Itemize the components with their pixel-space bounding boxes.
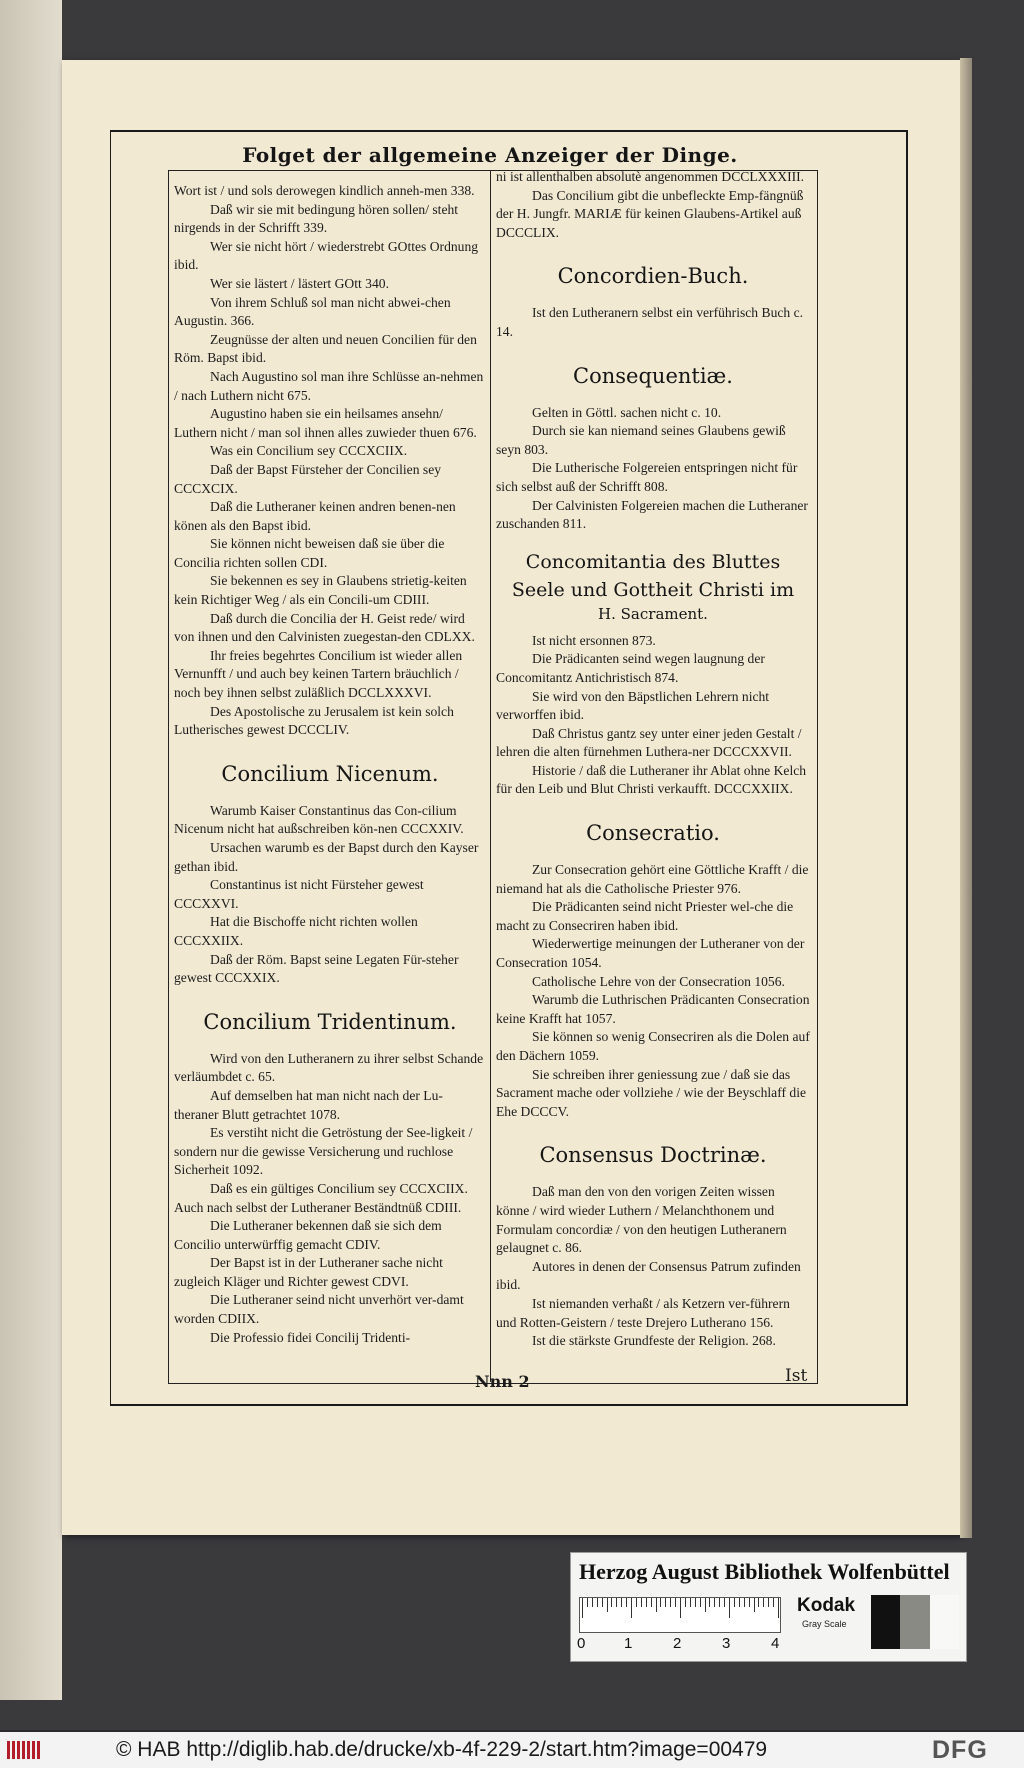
index-entry: Die Lutheraner bekennen daß sie sich dem Concilio unterwürffig gemacht CDIV.	[174, 1218, 442, 1252]
consequentiae-paragraphs	[496, 404, 810, 534]
index-entry: Ist niemanden verhaßt / als Ketzern ver-führern und Rotten-Geistern / teste Drejero Lutherano 156.	[496, 1295, 790, 1330]
ruler-tick	[646, 1598, 647, 1607]
index-entry: Sie können so wenig Consecriren als die Dolen auf den Dächern 1059.	[496, 1029, 810, 1063]
library-color-card	[570, 1552, 967, 1662]
ruler-tick	[754, 1598, 755, 1612]
index-entry: Zur Consecration gehört eine Göttliche Krafft / die niemand hat als die Catholische Priester 976.	[496, 862, 809, 896]
index-entry: Die Professio fidei Concilij Tridenti-	[210, 1329, 411, 1345]
left-page-edge	[0, 0, 62, 1700]
index-entry: Warumb Kaiser Constantinus das Con-cilium Nicenum nicht hat außschreiben kön-nen CCCXXIV.	[174, 802, 464, 837]
concordien-paragraphs	[496, 304, 810, 341]
ruler-tick	[631, 1598, 632, 1618]
ruler-tick	[768, 1598, 769, 1607]
index-entry: Es verstiht nicht die Getröstung der See-ligkeit / sondern nur die gewisse Versicherung und ruchlose Sicherheit 1092.	[174, 1125, 473, 1178]
ruler-tick	[656, 1598, 657, 1612]
ruler-tick	[592, 1598, 593, 1607]
ruler-number: 3	[722, 1635, 731, 1652]
catchword: Ist	[785, 1366, 808, 1386]
index-entry: Constantinus ist nicht Fürsteher gewest CCCXXVI.	[174, 877, 424, 911]
index-entry: Daß es ein gültiges Concilium sey CCCXCIIX. Auch nach selbst der Lutheraner Beständtnüß CDIII.	[174, 1180, 468, 1215]
index-entry: Wort ist / und sols derowegen kindlich anneh-men 338.	[174, 183, 475, 198]
index-entry: Daß die Lutheraner keinen andren benen-nen könen als den Bapst ibid.	[174, 499, 456, 533]
index-entry: Die Prädicanten seind nicht Priester wel-che die macht zu Consecriren haben ibid.	[496, 899, 794, 933]
left-paragraphs	[174, 182, 486, 740]
index-entry: Historie / daß die Lutheraner ihr Ablat ohne Kelch für den Leib und Blut Christi verkaufft. DCCCXXIIX.	[496, 762, 807, 797]
ruler-tick	[705, 1598, 706, 1612]
ruler-tick	[660, 1598, 661, 1607]
heading-consequentiae: Consequentiæ.	[573, 363, 733, 388]
index-entry: Daß Christus gantz sey unter einer jeden Gestalt / lehren die alten fürnehmen Luthera-ner DCCCXXVII.	[496, 725, 802, 760]
heading-concomitantia-line3: H. Sacrament.	[598, 604, 708, 623]
ruler-number: 2	[673, 1635, 682, 1652]
index-entry: Die Lutheraner seind nicht unverhört ver-damt worden CDIIX.	[174, 1292, 464, 1327]
ruler-tick	[607, 1598, 608, 1612]
index-entry: Wiederwertige meinungen der Lutheraner von der Consecration 1054.	[496, 936, 805, 971]
ruler-tick	[763, 1598, 764, 1607]
index-entry: Sie wird von den Bäpstlichen Lehrern nicht verworffen ibid.	[496, 688, 770, 723]
ruler-tick	[773, 1598, 774, 1607]
index-entry: Sie schreiben ihrer geniessung zue / daß sie das Sacrament mache oder vollziehe / wie der Beyschlaff die Ehe DCCCV.	[496, 1066, 807, 1119]
running-header: Folget der allgemeine Anzeiger der Dinge.	[242, 143, 738, 167]
index-entry: Die Lutherische Folgereien entspringen nicht für sich selbst auß der Schrifft 808.	[496, 460, 798, 494]
heading-concilium-tridentinum: Concilium Tridentinum.	[203, 1009, 457, 1034]
ruler-tick	[611, 1598, 612, 1607]
index-entry: Daß der Bapst Fürsteher der Concilien sey CCCXCIX.	[174, 461, 442, 496]
index-entry: Nach Augustino sol man ihre Schlüsse an-nehmen / nach Luthern nicht 675.	[174, 368, 484, 403]
ruler-tick	[597, 1598, 598, 1607]
index-entry: Augustino haben sie ein heilsames ansehn/ Luthern nicht / man sol ihnen alles zuwieder thuen 676.	[174, 406, 477, 440]
tridentinum-paragraphs	[174, 1050, 486, 1348]
index-entry: Daß man den von den vorigen Zeiten wissen könne / wird wieder Luthern / Melanchthonem und Formulam concordiæ / von den heutigen Lutheranern gelaugnet c. 86.	[496, 1184, 787, 1256]
concomitantia-paragraphs	[496, 632, 810, 799]
index-entry: Autores in denen der Consensus Patrum zufinden ibid.	[496, 1258, 801, 1293]
index-entry: Daß der Röm. Bapst seine Legaten Für-steher gewest CCCXXIX.	[174, 951, 459, 986]
ruler-tick	[758, 1598, 759, 1607]
hab-logo-icon	[6, 1739, 44, 1761]
ruler-tick	[616, 1598, 617, 1607]
index-entry: Durch sie kan niemand seines Glaubens gewiß seyn 803.	[496, 423, 786, 457]
ruler-tick	[602, 1598, 603, 1607]
index-entry: Sie bekennen es sey in Glaubens strietig-keiten kein Richtiger Weg / als ein Concili-um CDIII.	[174, 573, 467, 608]
heading-concomitantia-line2: Seele und Gottheit Christi im	[511, 578, 795, 601]
index-entry: Wer sie nicht hört / wiederstrebt GOttes Ordnung ibid.	[174, 238, 479, 273]
ruler-tick	[665, 1598, 666, 1607]
index-entry: Das Concilium gibt die unbefleckte Emp-fängnüß der H. Jungfr. MARIÆ für keinen Glaubens-Artikel auß DCCCLIX.	[496, 187, 804, 240]
index-entry: Catholische Lehre von der Consecration 1056.	[532, 973, 785, 989]
swatch-black	[871, 1595, 900, 1649]
ruler-tick	[685, 1598, 686, 1607]
page-edge-shadow	[960, 58, 972, 1538]
ruler-tick	[675, 1598, 676, 1607]
nicenum-paragraphs	[174, 802, 486, 988]
ruler-tick	[700, 1598, 701, 1607]
gray-scale-swatches	[871, 1595, 959, 1649]
right-top-paragraphs	[496, 168, 810, 242]
kodak-logo: Kodak	[797, 1595, 856, 1616]
ruler-number: 0	[577, 1635, 586, 1652]
heading-concordien-buch: Concordien-Buch.	[557, 264, 749, 289]
index-entry: Des Apostolische zu Jerusalem ist kein solch Lutherisches gewest DCCCLIV.	[174, 703, 454, 738]
index-entry: Ursachen warumb es der Bapst durch den Kayser gethan ibid.	[174, 840, 479, 874]
column-divider	[490, 170, 491, 1382]
index-entry: Der Bapst ist in der Lutheraner sache nicht zugleich Kläger und Richter gewest CDVI.	[174, 1255, 443, 1289]
ruler-tick	[587, 1598, 588, 1607]
index-entry: Daß durch die Concilia der H. Geist rede/ wird von ihnen und den Calvinisten zuegestan-den CDLXX.	[174, 610, 475, 645]
ruler-tick	[719, 1598, 720, 1607]
consensus-paragraphs	[496, 1183, 810, 1350]
ruler-tick	[724, 1598, 725, 1607]
swatch-white	[930, 1595, 959, 1649]
index-entry: Daß wir sie mit bedingung hören sollen/ steht nirgends in der Schrifft 339.	[174, 201, 459, 236]
ruler-tick	[621, 1598, 622, 1607]
index-entry: Wird von den Lutheranern zu ihrer selbst Schande verläumbdet c. 65.	[174, 1050, 484, 1085]
ruler-tick	[744, 1598, 745, 1607]
heading-consensus-doctrinae: Consensus Doctrinæ.	[539, 1143, 767, 1168]
index-entry: Ist die stärkste Grundfeste der Religion. 268.	[532, 1333, 776, 1349]
ruler-tick	[749, 1598, 750, 1607]
index-entry: Die Prädicanten seind wegen laugnung der Concomitantz Antichristisch 874.	[496, 651, 765, 685]
index-entry: Ihr freies begehrtes Concilium ist wieder allen Vernunfft / und auch bey keinen Tartern bräuchlich / noch bey ihnen selbst zuläßlich DCCLXXXVI.	[174, 647, 463, 701]
library-name: Herzog August Bibliothek Wolfenbüttel	[579, 1559, 950, 1584]
signature-mark: Nnn 2	[475, 1372, 530, 1391]
attribution-link[interactable]: © HAB http://diglib.hab.de/drucke/xb-4f-229-2/start.htm?image=00479	[116, 1738, 768, 1761]
ruler-tick	[714, 1598, 715, 1607]
heading-consecratio: Consecratio.	[586, 821, 720, 846]
index-entry: Gelten in Göttl. sachen nicht c. 10.	[532, 404, 722, 420]
consecratio-paragraphs	[496, 861, 810, 1121]
ruler-tick	[690, 1598, 691, 1607]
scale-ruler	[579, 1597, 781, 1633]
left-text-column	[174, 182, 486, 1347]
ruler-tick	[729, 1598, 730, 1618]
ruler-tick	[734, 1598, 735, 1607]
dfg-logo: DFG	[932, 1736, 988, 1764]
index-entry: Der Calvinisten Folgereien machen die Lutheraner zuschanden 811.	[496, 497, 808, 532]
index-entry: Warumb die Luthrischen Prädicanten Consecration keine Krafft hat 1057.	[496, 992, 810, 1026]
index-entry: Ist nicht ersonnen 873.	[532, 632, 656, 648]
index-entry: Wer sie lästert / lästert GOtt 340.	[210, 275, 389, 291]
ruler-tick	[778, 1598, 779, 1618]
index-entry: Was ein Concilium sey CCCXCIIX.	[210, 443, 408, 459]
index-entry: Ist den Lutheranern selbst ein verführisch Buch c. 14.	[496, 305, 804, 339]
ruler-number: 4	[771, 1635, 780, 1652]
ruler-tick	[641, 1598, 642, 1607]
ruler-tick	[680, 1598, 681, 1618]
index-entry: Sie können nicht beweisen daß sie über die Concilia richten sollen CDI.	[174, 536, 445, 570]
heading-concomitantia-line1: Concomitantia des Bluttes	[525, 550, 781, 573]
ruler-tick	[651, 1598, 652, 1607]
index-entry: Von ihrem Schluß sol man nicht abwei-chen Augustin. 366.	[174, 294, 451, 329]
ruler-tick	[636, 1598, 637, 1607]
ruler-number: 1	[624, 1635, 633, 1652]
ruler-tick	[626, 1598, 627, 1607]
right-text-column	[496, 168, 810, 1351]
ruler-tick	[709, 1598, 710, 1607]
ruler-tick	[582, 1598, 583, 1618]
index-entry: Auf demselben hat man nicht nach der Lu-theraner Blutt getrachtet 1078.	[174, 1087, 443, 1122]
ruler-tick	[739, 1598, 740, 1607]
index-entry: ni ist allenthalben absolutè angenommen DCCLXXXIII.	[496, 169, 805, 184]
index-entry: Hat die Bischoffe nicht richten wollen CCCXXIIX.	[174, 914, 418, 948]
attribution-bar	[0, 1732, 1024, 1768]
gray-scale-label: Gray Scale	[802, 1619, 847, 1629]
heading-concilium-nicenum: Concilium Nicenum.	[221, 761, 439, 786]
index-entry: Zeugnüsse der alten und neuen Concilien für den Röm. Bapst ibid.	[174, 331, 477, 366]
ruler-tick	[695, 1598, 696, 1607]
swatch-mid-gray	[900, 1595, 929, 1649]
ruler-tick	[670, 1598, 671, 1607]
